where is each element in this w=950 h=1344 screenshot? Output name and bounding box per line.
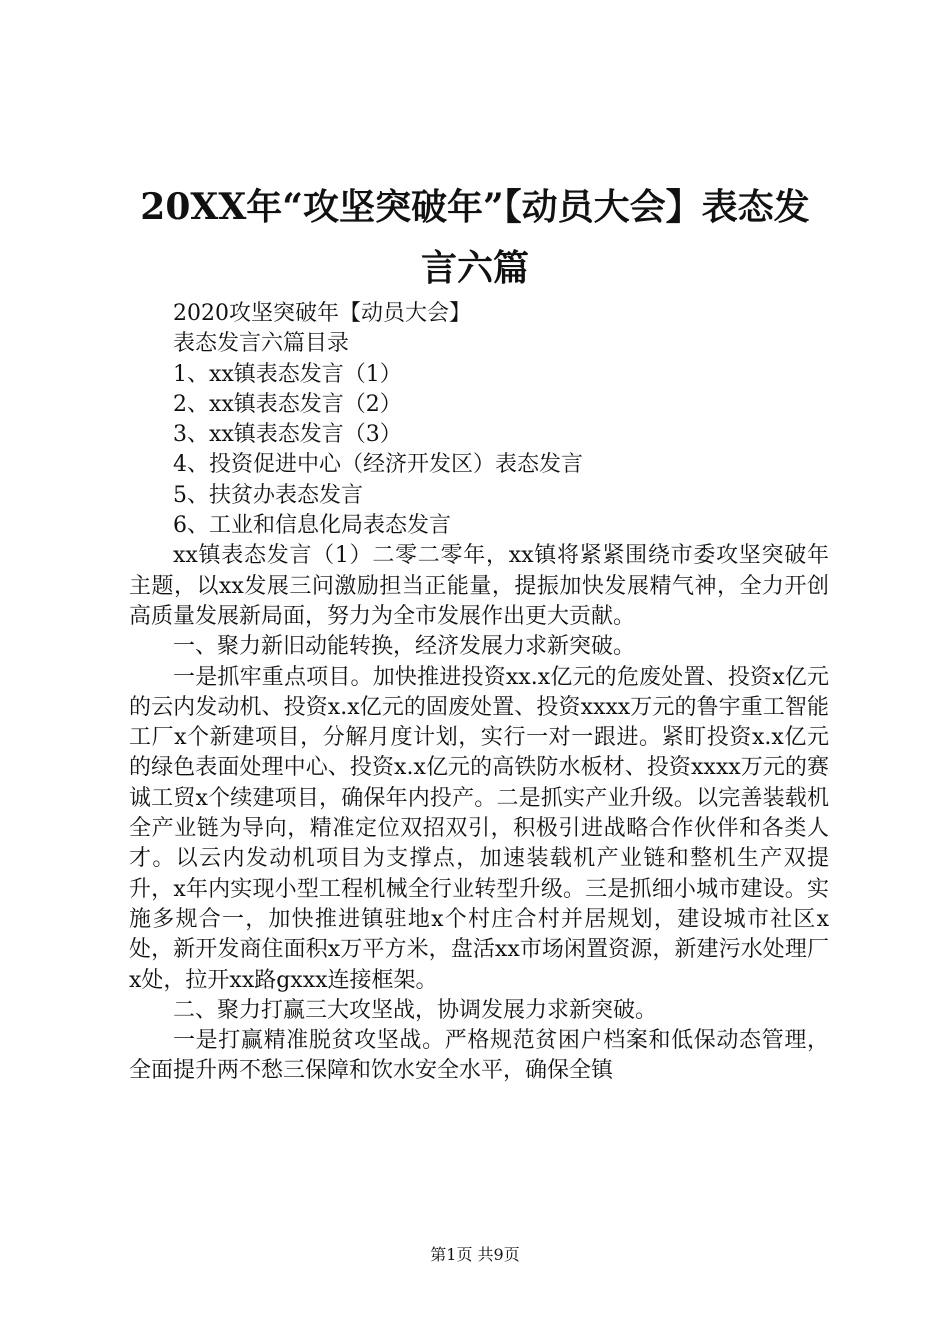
document-body (129, 299, 829, 1087)
section-heading: 一、聚力新旧动能转换，经济发展力求新突破。 (173, 634, 636, 660)
paragraph: 一是打赢精准脱贫攻坚战。严格规范贫困户档案和低保动态管理，全面提升两不愁三保障和饮水安全水平，确保全镇 (129, 1028, 829, 1084)
page-footer: 第1页 共9页 (430, 1245, 520, 1264)
paragraph: xx镇表态发言（1）二零二零年，xx镇将紧紧围绕市委攻坚突破年主题，以xx发展三问激励担当正能量，提振加快发展精气神，全力开创高质量发展新局面，努力为全市发展作出更大贡献。 (129, 543, 829, 629)
toc-item: 2、xx镇表态发言（2） (173, 391, 402, 417)
document-title-line-2: 言六篇 (420, 247, 529, 289)
toc-item: 6、工业和信息化局表态发言 (173, 513, 451, 539)
toc-item: 5、扶贫办表态发言 (173, 482, 363, 508)
section-heading: 二、聚力打赢三大攻坚战，协调发展力求新突破。 (173, 997, 658, 1023)
paragraph: 一是抓牢重点项目。加快推进投资xx.x亿元的危废处置、投资x亿元的云内发动机、投资x.x亿元的固废处置、投资xxxx万元的鲁宇重工智能工厂x个新建项目，分解月度计划，实行一对一跟进。紧盯投资x.x亿元的绿色表面处理中心、投资x.x亿元的高铁防水板材、投资xxxx万元的赛诚工贸x个续建项目，确保年内投产。二是抓实产业升级。以完善装载机全产业链为导向，精准定位双招双引，积极引进战略合作伙伴和各类人才。以云内发动机项目为支撑点，加速装载机产业链和整机生产双提升，x年内实现小型工程机械全行业转型升级。三是抓细小城市建设。实施多规合一，加快推进镇驻地x个村庄合村并居规划，建设城市社区x处，新开发商住面积x万平方米，盘活xx市场闲置资源，新建污水处理厂x处，拉开xx路gxxx连接框架。 (129, 664, 829, 993)
paragraph: 2020攻坚突破年【动员大会】 (173, 301, 471, 326)
toc-item: 4、投资促进中心（经济开发区）表态发言 (173, 452, 583, 478)
paragraph: 表态发言六篇目录 (173, 331, 350, 357)
toc-item: 3、xx镇表态发言（3） (173, 422, 402, 448)
toc-item: 1、xx镇表态发言（1） (173, 361, 402, 387)
document-title-line-1: 20XX年“攻坚突破年”【动员大会】表态发 (140, 186, 810, 228)
